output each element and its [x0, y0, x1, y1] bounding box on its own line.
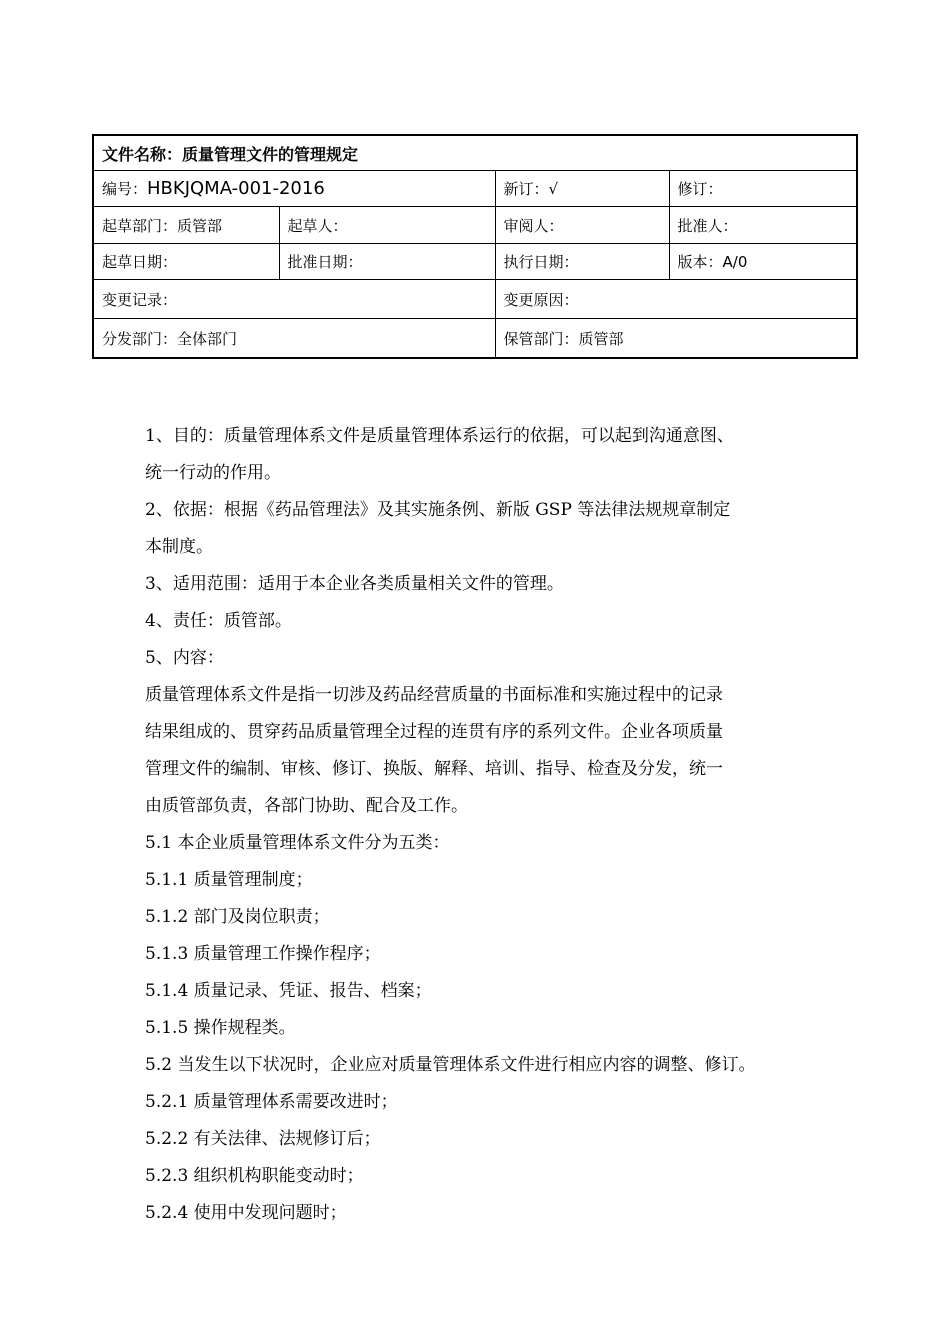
- revision-cell: 修订：: [669, 171, 857, 207]
- body-line: 5.1.3 质量管理工作操作程序；: [145, 944, 381, 964]
- body-line: 5.2.4 使用中发现问题时；: [145, 1203, 347, 1223]
- draft-department-cell: 起草部门：质管部: [93, 207, 279, 244]
- body-line: 质量管理体系文件是指一切涉及药品经营质量的书面标准和实施过程中的记录: [145, 685, 723, 705]
- body-line: 3、适用范围：适用于本企业各类质量相关文件的管理。: [145, 574, 564, 594]
- effective-date-cell: 执行日期：: [495, 244, 669, 280]
- body-line: 5.1.2 部门及岗位职责；: [145, 907, 330, 927]
- body-line: 结果组成的、贯穿药品质量管理全过程的连贯有序的系列文件。企业各项质量: [145, 722, 723, 742]
- body-line: 管理文件的编制、审核、修订、换版、解释、培训、指导、检查及分发，统一: [145, 759, 723, 779]
- body-line: 由质管部负责，各部门协助、配合及工作。: [145, 796, 468, 816]
- version-cell: [669, 244, 857, 280]
- new-issue-label: 新订：: [503, 180, 549, 198]
- change-record-cell: 变更记录：: [93, 280, 495, 319]
- body-line: 5.2.2 有关法律、法规修订后；: [145, 1129, 381, 1149]
- approver-cell: 批准人：: [669, 207, 857, 244]
- custody-cell: 保管部门：质管部: [495, 319, 857, 359]
- document-title: 文件名称：质量管理文件的管理规定: [93, 135, 857, 171]
- drafter-cell: 起草人：: [279, 207, 495, 244]
- body-line: 5.1.4 质量记录、凭证、报告、档案；: [145, 981, 432, 1001]
- body-line: 5、内容：: [145, 648, 224, 668]
- distribution-cell: 分发部门：全体部门: [93, 319, 495, 359]
- body-line: 5.1.1 质量管理制度；: [145, 870, 313, 890]
- body-line: 4、责任：质管部。: [145, 611, 292, 631]
- body-line: 5.2.1 质量管理体系需要改进时；: [145, 1092, 398, 1112]
- body-line: 统一行动的作用。: [145, 463, 281, 483]
- reviewer-cell: 审阅人：: [495, 207, 669, 244]
- draft-date-cell: 起草日期：: [93, 244, 279, 280]
- approve-date-cell: 批准日期：: [279, 244, 495, 280]
- checkmark: √: [548, 180, 559, 198]
- document-body: [145, 418, 825, 1232]
- body-line: 本制度。: [145, 537, 213, 557]
- body-line: 1、目的：质量管理体系文件是质量管理体系运行的依据，可以起到沟通意图、: [145, 426, 734, 446]
- code-label: 编号：: [102, 180, 148, 198]
- body-line: 5.1.5 操作规程类。: [145, 1018, 296, 1038]
- body-line: 5.2 当发生以下状况时，企业应对质量管理体系文件进行相应内容的调整、修订。: [145, 1055, 756, 1075]
- version-label: 版本：: [677, 253, 723, 271]
- document-header-table: [92, 134, 858, 359]
- body-line: 5.2.3 组织机构职能变动时；: [145, 1166, 364, 1186]
- document-code-cell: [93, 171, 495, 207]
- code-value: HBKJQMA-001-2016: [147, 178, 325, 199]
- change-reason-cell: 变更原因：: [495, 280, 857, 319]
- version-value: A/0: [722, 253, 748, 271]
- new-issue-cell: [495, 171, 669, 207]
- body-line: 5.1 本企业质量管理体系文件分为五类：: [145, 833, 450, 853]
- body-line: 2、依据：根据《药品管理法》及其实施条例、新版 GSP 等法律法规规章制定: [145, 500, 731, 520]
